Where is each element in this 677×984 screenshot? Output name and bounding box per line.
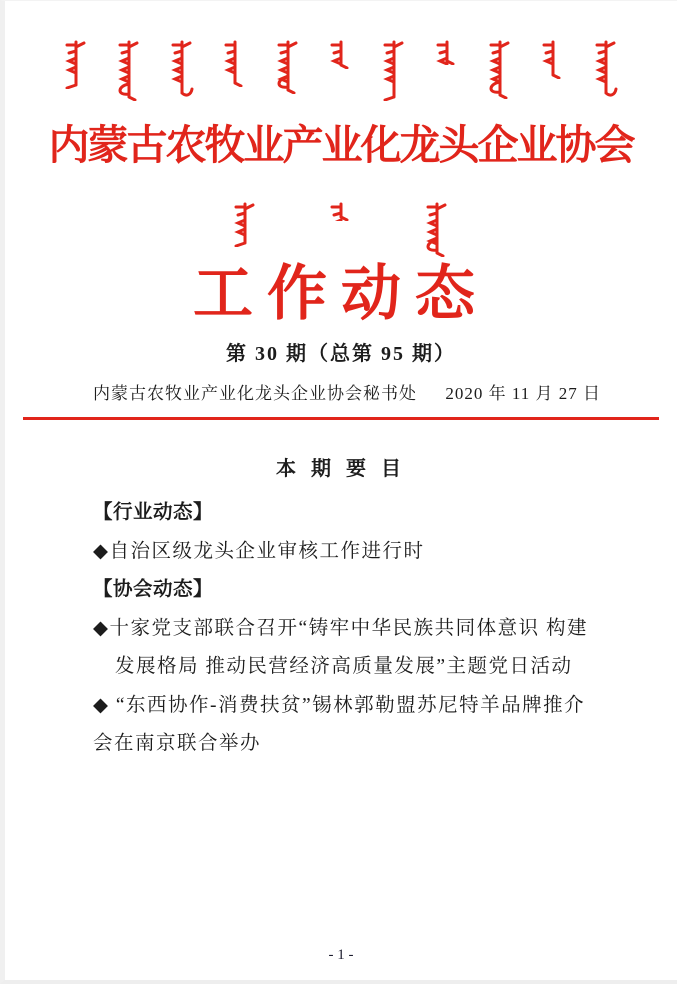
toc-item-line: 发展格局 推动民营经济高质量发展”主题党日活动: [115, 656, 573, 677]
mongolian-script-subtitle-row: [5, 201, 677, 261]
mongolian-word-icon: [64, 39, 88, 94]
mongolian-word-icon: [233, 201, 257, 252]
mongolian-word-icon: [117, 39, 141, 106]
mongolian-word-icon: [541, 39, 565, 84]
mongolian-word-icon: [425, 201, 449, 262]
mongolian-word-icon: [223, 39, 247, 92]
toc-heading: 本 期 要 目: [276, 458, 406, 480]
toc-item-line: ◆十家党支部联合召开“铸牢中华民族共同体意识 构建: [93, 617, 589, 639]
toc-item-line: ◆ “东西协作-消费扶贫”锡林郭勒盟苏尼特羊品牌推介: [93, 694, 586, 716]
red-divider-line: [23, 417, 659, 420]
toc-item-line: 会在南京联合举办: [93, 733, 262, 754]
toc-section-heading: 【协会动态】: [93, 579, 214, 600]
mongolian-word-icon: [594, 39, 618, 102]
mongolian-word-icon: [276, 39, 300, 99]
publication-info-row: [93, 383, 601, 405]
mongolian-word-icon: [435, 39, 459, 70]
mongolian-script-top-row: [5, 1, 677, 113]
bulletin-title: 工作动态: [193, 261, 489, 327]
toc-section-heading: 【行业动态】: [93, 502, 214, 523]
toc-list: [93, 494, 617, 764]
mongolian-word-icon: [170, 39, 194, 102]
issue-number: 第 30 期（总第 95 期）: [226, 343, 456, 365]
mongolian-word-icon: [329, 201, 353, 226]
mongolian-word-icon: [382, 39, 406, 106]
publisher-name: 内蒙古农牧业产业化龙头企业协会秘书处: [93, 384, 417, 403]
mongolian-word-icon: [488, 39, 512, 104]
association-name-title: 内蒙古农牧业产业化龙头企业协会: [48, 122, 634, 168]
page-number: - 1 -: [328, 947, 354, 963]
publish-date: 2020 年 11 月 27 日: [445, 384, 601, 403]
toc-item-line: ◆自治区级龙头企业审核工作进行时: [93, 540, 425, 562]
mongolian-word-icon: [329, 39, 353, 74]
